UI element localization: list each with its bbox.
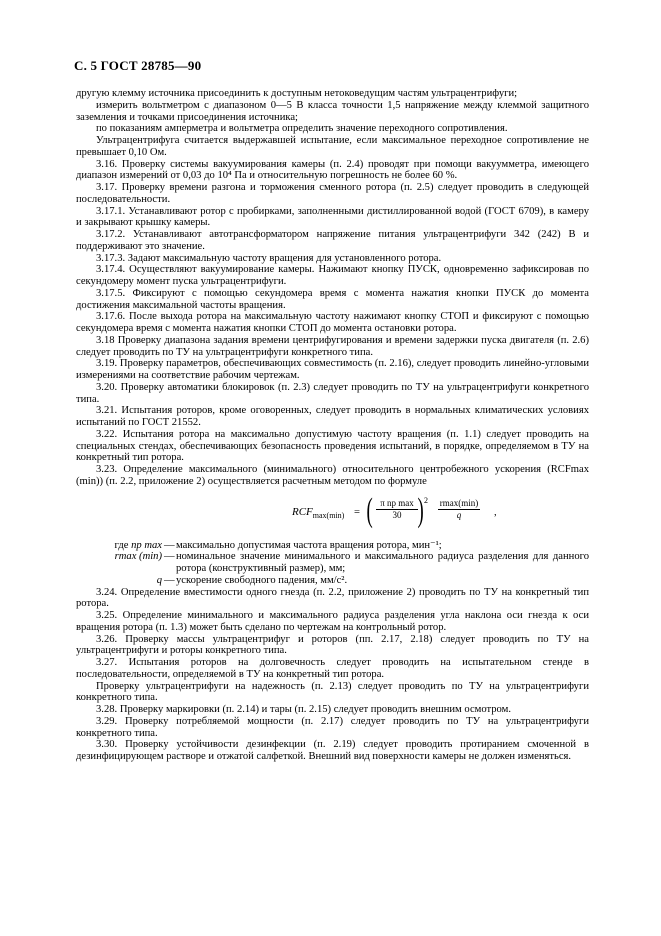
definition-symbol: где nр max (114, 539, 162, 551)
formula-power: 2 (424, 495, 428, 505)
paragraph: по показаниям амперметра и вольтметра определить значение переходного сопротивления. (96, 123, 508, 135)
fraction-1-denominator: 30 (392, 509, 402, 520)
paragraph: 3.18 Проверку диапазона задания времени центрифугирования и времени задержки пуска двигателя (п. 2.6) следует проводить по ТУ на ультрацентрифуги конкретного типа. (76, 334, 589, 358)
formula-fraction-1 (376, 498, 418, 521)
paragraphs-top (76, 88, 589, 488)
definition-text: номинальное значение минимального и максимального радиуса разделения для данного ротора (конструктивный размер), мм; (176, 551, 589, 574)
fraction-2-denominator: q (456, 509, 462, 520)
fraction-2-numerator: rmax(min) (439, 497, 479, 508)
rcf-formula (76, 492, 589, 536)
paragraph: 3.17. Проверку времени разгона и торможения сменного ротора (п. 2.5) следует проводить в следующей последовательности. (76, 182, 589, 205)
document-body (76, 88, 589, 763)
definition-dash: — (164, 539, 175, 551)
paragraphs-bottom (76, 587, 589, 763)
definition-symbol: q (156, 574, 162, 586)
paragraph: 3.27. Испытания роторов на долговечность следует проводить на испытательном стенде в последовательности, определяемой в ТУ на конкретный тип ротора. (76, 657, 589, 680)
paragraph: 3.16. Проверку системы вакуумирования камеры (п. 2.4) проводят при помощи вакуумметра, имеющего диапазон измерений от 0,03 до 10⁴ Па и относительную погрешность не более 60 %. (76, 158, 589, 182)
formula-comma: , (494, 506, 497, 518)
formula-equals: = (354, 506, 360, 518)
formula-close-paren: ) (417, 491, 424, 529)
paragraph: 3.24. Определение вместимости одного гнезда (п. 2.2, приложение 2) проводить по ТУ на конкретный тип ротора. (76, 586, 589, 610)
paragraph: другую клемму источника присоединить к доступным нетоковедущим частям ультрацентрифуги; (76, 88, 518, 99)
formula-definitions (76, 540, 589, 587)
definition-symbol: rmax (min) (114, 551, 162, 563)
definition-r (76, 551, 589, 575)
paragraph: 3.19. Проверку параметров, обеспечивающих совместимость (п. 2.16), следует проводить линейно-угловыми измерениями на соответствие рабочим чертежам. (76, 358, 589, 381)
page-header: С. 5 ГОСТ 28785—90 (74, 58, 202, 73)
paragraph: 3.17.6. После выхода ротора на максимальную частоту нажимают кнопку СТОП и фиксируют с помощью секундомера время с момента нажатия кнопки СТОП до момента остановки ротора. (76, 311, 589, 334)
definition-n (76, 540, 589, 552)
paragraph: 3.25. Определение минимального и максимального радиуса разделения угла наклона оси гнезда к оси вращения ротора (п. 1.3) может быть сделано по чертежам на контрольный ротор. (76, 610, 589, 633)
fraction-1-numerator: π nр max (376, 498, 418, 510)
formula-open-paren: ( (366, 491, 373, 529)
paragraph: 3.30. Проверку устойчивости дезинфекции (п. 2.19) следует проводить протиранием смоченной в дезинфицирующем растворе и отжатой салфеткой. Внешний вид поверхности камеры не должен изменяться. (76, 739, 589, 762)
formula-lhs: $RCF_{max(min)}$ (292, 505, 345, 520)
definition-q (76, 575, 589, 587)
paragraph: 3.26. Проверку массы ультрацентрифуг и роторов (пп. 2.17, 2.18) следует проводить по ТУ на ультрацентрифуги и роторы конкретного типа. (76, 633, 589, 657)
definition-text: максимально допустимая частота вращения ротора, мин⁻¹; (176, 539, 442, 551)
paragraph: 3.22. Испытания ротора на максимально допустимую частоту вращения (п. 1.1) следует проводить на специальных стендах, обеспечивающих безопасность проведения испытаний, в порядке, определяемом в ТУ на конкретный тип ротора. (76, 428, 589, 464)
paragraph: 3.17.4. Осуществляют вакуумирование камеры. Нажимают кнопку ПУСК, одновременно зафиксировав по секундомеру момент пуска ультрацентрифуги. (76, 264, 589, 287)
paragraph: Проверку ультрацентрифуги на надежность (п. 2.13) следует проводить по ТУ на ультрацентрифуги конкретного типа. (76, 680, 589, 704)
definition-dash: — (164, 574, 175, 586)
paragraph: 3.20. Проверку автоматики блокировок (п. 2.3) следует проводить по ТУ на ультрацентрифуги конкретного типа. (76, 381, 589, 405)
paragraph: 3.29. Проверку потребляемой мощности (п. 2.17) следует проводить по ТУ на ультрацентрифуги конкретного типа. (76, 715, 589, 739)
paragraph: 3.17.1. Устанавливают ротор с пробирками, заполненными дистиллированной водой (ГОСТ 6709), в камеру и закрывают крышку камеры. (76, 205, 589, 229)
paragraph: измерить вольтметром с диапазоном 0—5 В класса точности 1,5 напряжение между клеммой защитного заземления и точками присоединения источника; (76, 99, 589, 123)
paragraph: 3.21. Испытания роторов, кроме оговоренных, следует проводить в нормальных климатических условиях испытаний по ГОСТ 21552. (76, 405, 589, 428)
paragraph: 3.23. Определение максимального (минимального) относительного центробежного ускорения (RCFmax (min)) (п. 2.2, приложение 2) осуществляется расчетным методом по формуле (76, 464, 589, 487)
definition-dash: — (164, 551, 175, 563)
paragraph: 3.17.2. Устанавливают автотрансформатором напряжение питания ультрацентрифуги 342 (242) В и поддерживают это значение. (76, 229, 589, 252)
paragraph: 3.28. Проверку маркировки (п. 2.14) и тары (п. 2.15) следует проводить внешним осмотром. (96, 704, 512, 715)
definition-text: ускорение свободного падения, мм/с². (176, 574, 348, 586)
paragraph: 3.17.3. Задают максимальную частоту вращения для установленного ротора. (96, 252, 442, 264)
paragraph: 3.17.5. Фиксируют с помощью секундомера время с момента нажатия кнопки ПУСК до момента достижения максимальной частоты вращения. (76, 287, 589, 311)
formula-fraction-2 (438, 498, 480, 521)
paragraph: Ультрацентрифуга считается выдержавшей испытание, если максимальное переходное сопротивление не превышает 0,10 Ом. (76, 135, 589, 158)
